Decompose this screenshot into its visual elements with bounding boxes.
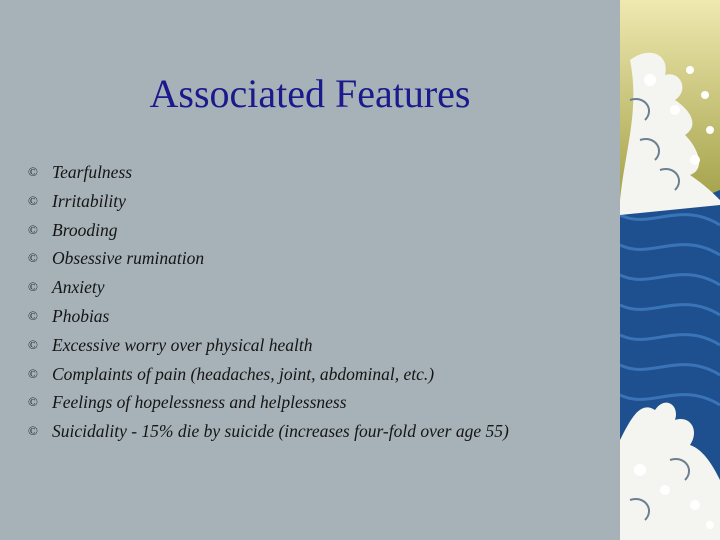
bullet-icon: © — [28, 192, 38, 208]
list-item-text: Obsessive rumination — [52, 248, 205, 269]
bullet-icon: © — [28, 365, 38, 381]
list-item — [28, 388, 608, 417]
list-item — [28, 360, 608, 389]
bullet-icon: © — [28, 279, 38, 295]
list-item — [28, 187, 608, 216]
list-item — [28, 216, 608, 245]
slide-title: Associated Features — [149, 71, 471, 116]
wave-illustration — [620, 0, 720, 540]
bullet-icon: © — [28, 394, 38, 410]
bullet-list — [28, 158, 608, 446]
bullet-icon: © — [28, 336, 38, 352]
bullet-icon: © — [28, 164, 38, 179]
bullet-icon: © — [28, 307, 38, 323]
list-item — [28, 302, 608, 331]
bullet-icon: © — [28, 221, 38, 237]
bullet-icon: © — [28, 250, 38, 266]
list-item-text: Excessive worry over physical health — [52, 334, 313, 355]
list-item-text: Brooding — [52, 219, 118, 240]
list-item — [28, 331, 608, 360]
list-item-text: Phobias — [52, 305, 110, 326]
list-item-text: Anxiety — [52, 277, 105, 298]
list-item-text: Suicidality - 15% die by suicide (increases four-fold over age 55) — [52, 421, 509, 442]
list-item-text: Complaints of pain (headaches, joint, abdominal, etc.) — [52, 363, 435, 384]
list-item — [28, 417, 608, 446]
list-item-text: Tearfulness — [52, 162, 133, 182]
list-item-text: Feelings of hopelessness and helplessness — [52, 392, 347, 413]
list-item — [28, 158, 608, 187]
list-item-text: Irritability — [52, 190, 126, 211]
list-item — [28, 244, 608, 273]
bullet-icon: © — [28, 423, 38, 439]
list-item — [28, 273, 608, 302]
